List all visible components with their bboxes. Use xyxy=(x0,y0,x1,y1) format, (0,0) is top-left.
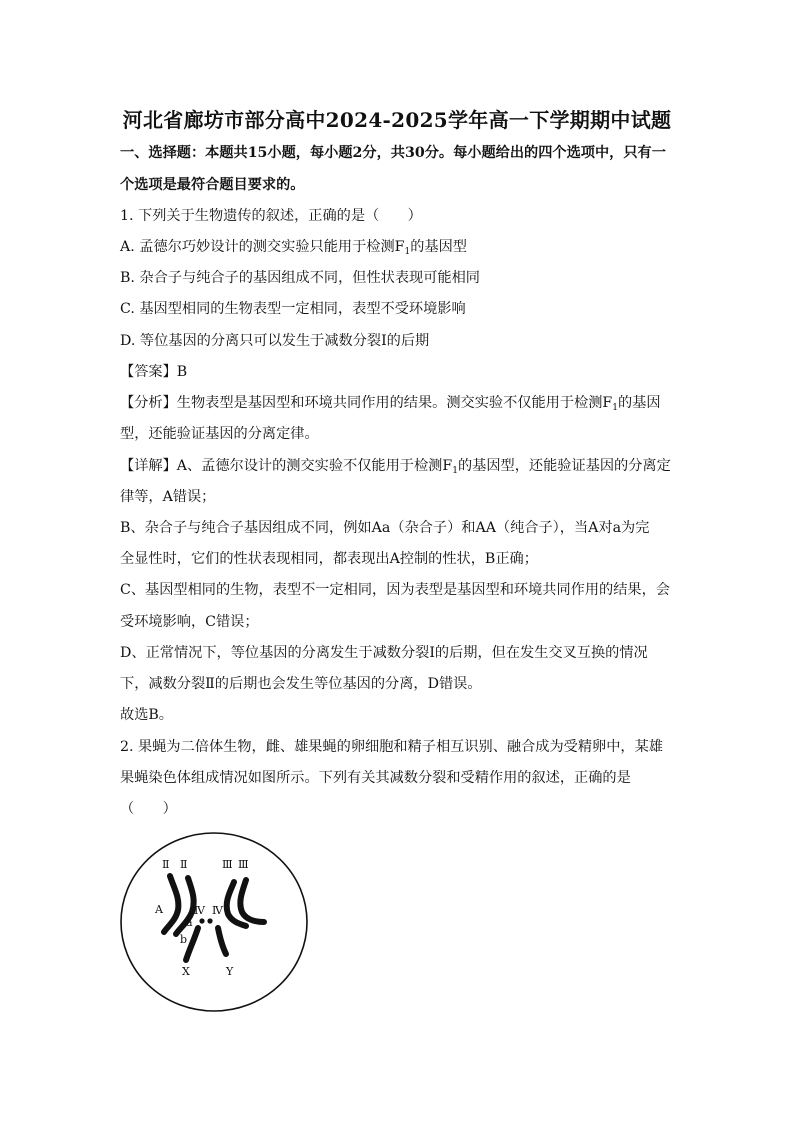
q1-stem: 1. 下列关于生物遗传的叙述，正确的是（ ） xyxy=(120,208,422,224)
q1-option-a-text: A. 孟德尔巧妙设计的测交实验只能用于检测F xyxy=(120,239,405,255)
q2-stem-line1: 2. 果蝇为二倍体生物，雌、雄果蝇的卵细胞和精子相互识别、融合成为受精卵中，某雄 xyxy=(120,739,663,755)
q1-detail-line5: C、基因型相同的生物，表型不一定相同，因为表型是基因型和环境共同作用的结果，会 xyxy=(120,582,670,598)
q1-option-b: B. 杂合子与纯合子的基因组成不同，但性状表现可能相同 xyxy=(120,270,480,286)
q1-detail-line3: B、杂合子与纯合子基因组成不同，例如Aa（杂合子）和AA（纯合子），当A对a为完 xyxy=(120,520,650,536)
subscript: 1 xyxy=(612,403,618,413)
label-gene-b: b xyxy=(180,933,188,946)
q1-analysis-line1 xyxy=(120,393,680,413)
q1-detail-text: 【详解】A、孟德尔设计的测交实验不仅能用于检测F xyxy=(120,458,453,474)
q1-conclusion: 故选B。 xyxy=(120,707,173,723)
chromosome-iv-right xyxy=(207,918,212,923)
q1-option-d: D. 等位基因的分离只可以发生于减数分裂Ⅰ的后期 xyxy=(120,333,430,349)
q1-option-a-text-end: 的基因型 xyxy=(410,239,467,255)
q2-stem-line3: （ ） xyxy=(120,801,177,817)
q1-detail-line1 xyxy=(120,456,680,476)
label-iv-left: Ⅳ xyxy=(194,904,205,917)
subscript: 1 xyxy=(404,247,411,257)
q1-detail-line8: 下，减数分裂Ⅱ的后期也会发生等位基因的分离，D错误。 xyxy=(120,676,482,692)
cell-outline xyxy=(121,833,307,1011)
label-gene-a-upper: A xyxy=(155,903,163,916)
label-iv-right: Ⅳ xyxy=(212,904,223,917)
q1-detail-line4: 全显性时，它们的性状表现相同，都表现出A控制的性状，B正确； xyxy=(120,551,538,567)
chromosome-iv-left xyxy=(199,918,204,923)
label-y: Y xyxy=(226,965,234,978)
label-iii-left: Ⅲ xyxy=(222,858,233,871)
q1-option-c: C. 基因型相同的生物表型一定相同，表型不受环境影响 xyxy=(120,301,466,317)
label-iii-right: Ⅲ xyxy=(238,858,249,871)
chromosome-diagram xyxy=(118,830,310,1015)
q1-analysis-line2: 型，还能验证基因的分离定律。 xyxy=(120,426,319,442)
label-ii-left: Ⅱ xyxy=(162,858,170,871)
page-title: 河北省廊坊市部分高中2024-2025学年高一下学期期中试题 xyxy=(122,108,672,132)
q1-detail-line7: D、正常情况下，等位基因的分离发生于减数分裂Ⅰ的后期，但在发生交叉互换的情况 xyxy=(120,645,648,661)
q1-answer: 【答案】B xyxy=(120,364,188,380)
label-ii-right: Ⅱ xyxy=(180,858,188,871)
q1-option-a xyxy=(120,237,680,257)
q1-detail-line2: 律等，A错误； xyxy=(120,489,216,505)
q2-stem-line2: 果蝇染色体组成情况如图所示。下列有关其减数分裂和受精作用的叙述，正确的是 xyxy=(120,770,631,786)
q1-detail-text-end: 的基因型，还能验证基因的分离定 xyxy=(457,458,671,474)
chromosome-ii-left xyxy=(164,876,178,932)
label-x: X xyxy=(182,965,190,978)
label-gene-a-lower: a xyxy=(186,916,193,929)
q1-analysis-text: 【分析】生物表型是基因型和环境共同作用的结果。测交实验不仅能用于检测F xyxy=(120,395,613,411)
section-instruction-line2: 个选项是最符合题目要求的。 xyxy=(120,177,305,193)
chromosome-iii-right xyxy=(240,880,264,922)
q1-analysis-text-end: 的基因 xyxy=(617,395,661,411)
chromosome-x xyxy=(186,928,198,960)
chromosome-y xyxy=(218,928,226,954)
q1-detail-line6: 受环境影响，C错误； xyxy=(120,614,259,630)
section-instruction-line1: 一、选择题：本题共15小题，每小题2分，共30分。每小题给出的四个选项中，只有一 xyxy=(120,145,666,161)
subscript: 1 xyxy=(452,466,458,476)
